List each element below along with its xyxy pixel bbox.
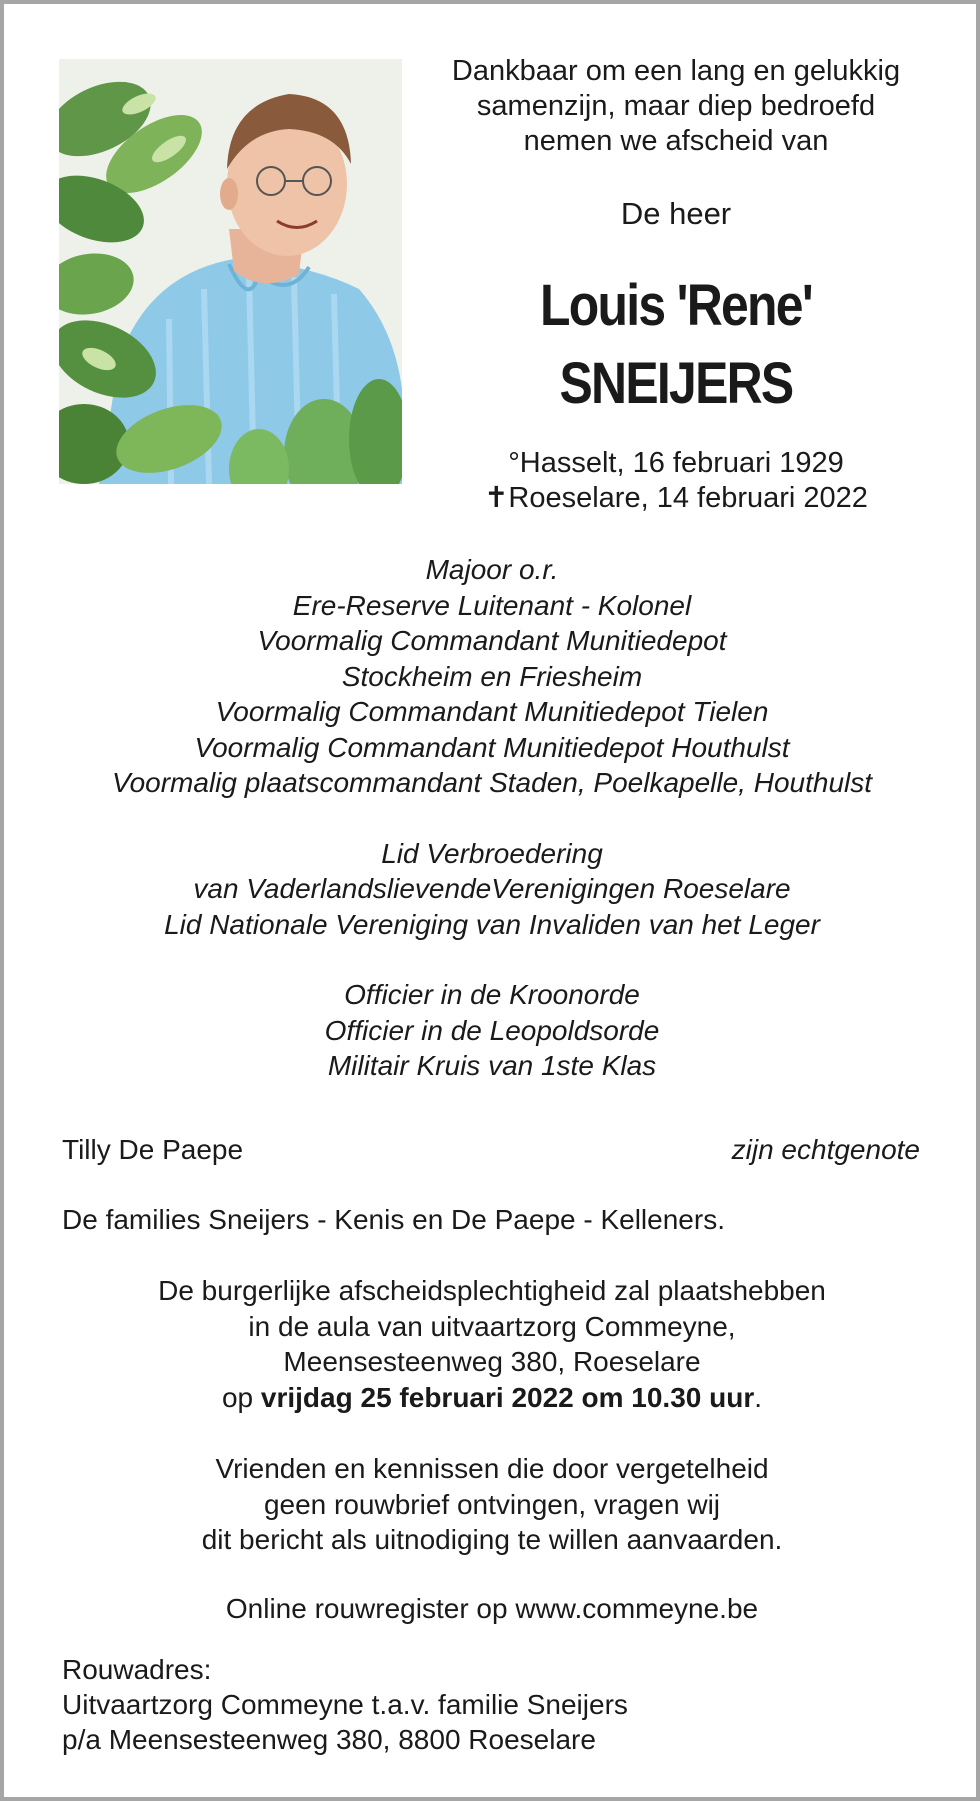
ceremony-line: De burgerlijke afscheidsplechtigheid zal plaatshebben xyxy=(158,1275,826,1306)
title-line: Ere-Reserve Luitenant - Kolonel xyxy=(292,589,692,621)
deceased-last-name: SNEIJERS xyxy=(559,351,793,416)
honour-line: Militair Kruis van 1ste Klas xyxy=(327,1050,657,1081)
honour-line: Officier in de Kroonorde xyxy=(344,979,640,1010)
portrait-illustration xyxy=(59,59,402,484)
title-line: Voormalig Commandant Munitiedepot Houthulst xyxy=(194,731,790,763)
ceremony-prefix: op xyxy=(221,1381,254,1413)
spouse-relation: zijn echtgenote xyxy=(731,1134,920,1165)
membership-line: Lid Verbroedering xyxy=(381,837,603,869)
friends-notice xyxy=(44,1451,940,1558)
ceremony-info xyxy=(44,1273,940,1415)
title-line: Voormalig plaatscommandant Staden, Poelkapelle, Houthulst xyxy=(111,767,873,798)
ceremony-datetime-line xyxy=(44,1380,940,1416)
deceased-name xyxy=(449,267,903,423)
title-line: Stockheim en Friesheim xyxy=(341,660,643,692)
intro-line: samenzijn, maar diep bedroefd xyxy=(476,90,876,122)
membership-line: Lid Nationale Vereniging van Invaliden van het Leger xyxy=(164,908,820,940)
birth-date: °Hasselt, 16 februari 1929 xyxy=(508,447,844,479)
mourning-address xyxy=(62,1652,940,1757)
intro-text xyxy=(412,54,940,159)
friends-line: Vrienden en kennissen die door vergetelheid xyxy=(215,1453,769,1484)
intro-line: nemen we afscheid van xyxy=(523,125,829,157)
title-line: Majoor o.r. xyxy=(425,554,559,585)
titles-section xyxy=(44,552,940,1119)
deceased-first-name: Louis 'Rene' xyxy=(540,273,812,338)
honour-line: Officier in de Leopoldsorde xyxy=(324,1014,660,1046)
title-line: Voormalig Commandant Munitiedepot xyxy=(257,625,727,656)
ceremony-line: in de aula van uitvaartzorg Commeyne, xyxy=(248,1310,736,1342)
salutation: De heer xyxy=(620,196,732,231)
title-line: Voormalig Commandant Munitiedepot Tielen xyxy=(215,696,769,727)
address-label: Rouwadres: xyxy=(62,1654,212,1685)
honour-titles xyxy=(44,977,940,1084)
ceremony-suffix: . xyxy=(754,1381,763,1413)
military-titles xyxy=(44,552,940,801)
ceremony-datetime: vrijdag 25 februari 2022 om 10.30 uur xyxy=(260,1381,755,1413)
life-dates xyxy=(412,446,940,516)
death-date: ✝Roeselare, 14 februari 2022 xyxy=(484,482,868,514)
families-line: De families Sneijers - Kenis en De Paepe - Kelleners. xyxy=(62,1204,725,1235)
online-register: Online rouwregister op www.commeyne.be xyxy=(225,1593,759,1624)
friends-line: dit bericht als uitnodiging te willen aanvaarden. xyxy=(201,1524,783,1555)
address-line: p/a Meensesteenweg 380, 8800 Roeselare xyxy=(62,1724,596,1755)
intro-line: Dankbaar om een lang en gelukkig xyxy=(451,55,901,87)
ceremony-line: Meensesteenweg 380, Roeselare xyxy=(283,1346,701,1377)
address-line: Uitvaartzorg Commeyne t.a.v. familie Sneijers xyxy=(62,1689,628,1720)
membership-line: van VaderlandslievendeVerenigingen Roeselare xyxy=(193,873,791,904)
membership-titles xyxy=(44,836,940,943)
spouse-name: Tilly De Paepe xyxy=(62,1134,244,1165)
friends-line: geen rouwbrief ontvingen, vragen wij xyxy=(263,1488,721,1520)
portrait-photo xyxy=(59,59,402,484)
